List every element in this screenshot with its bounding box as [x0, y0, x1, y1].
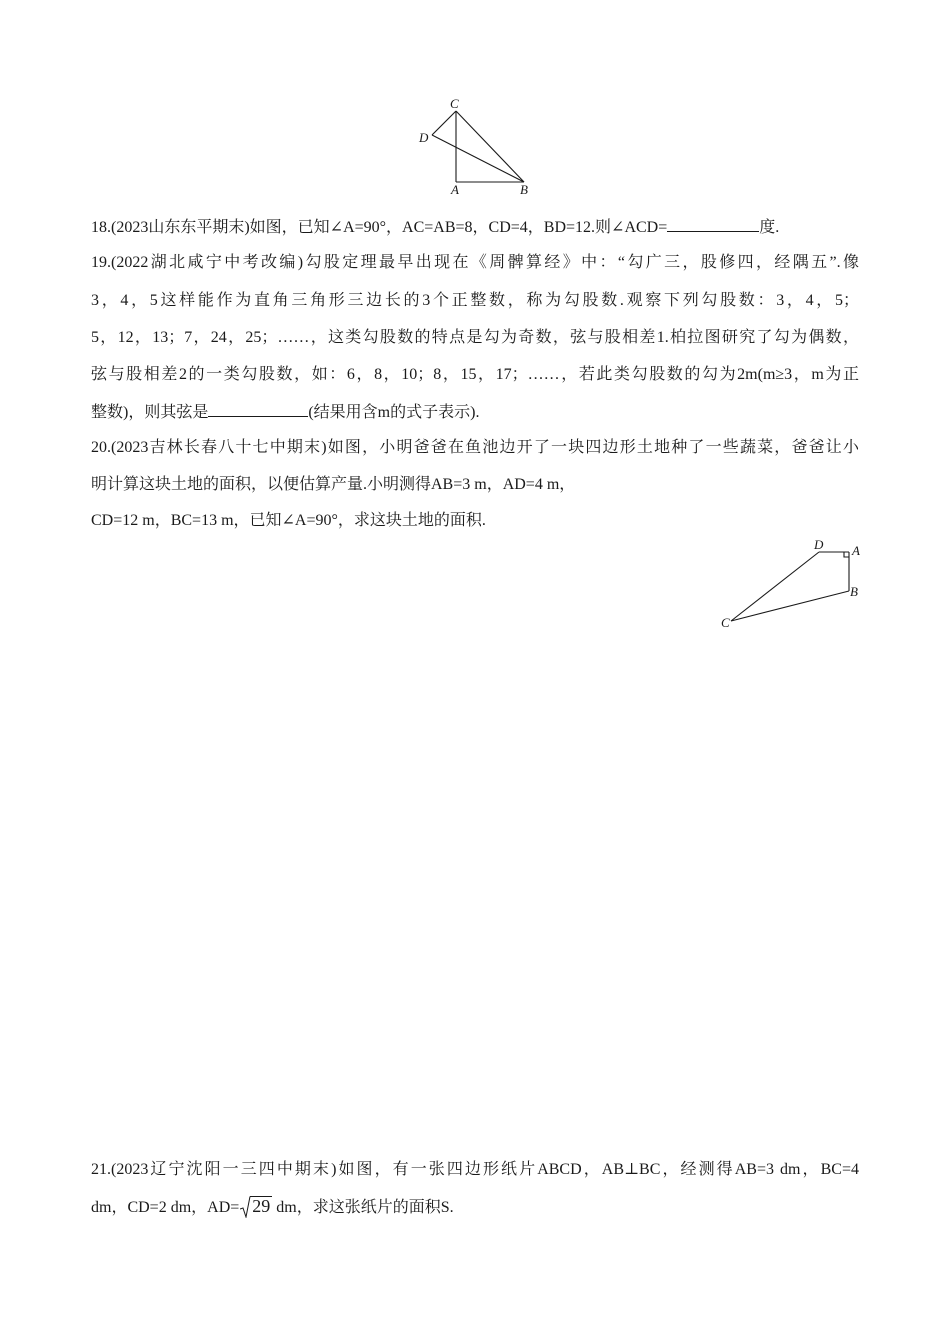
q19-line-2: 3，4，5这样能作为直角三角形三边长的3个正整数，称为勾股数.观察下列勾股数：3，4，5；	[91, 292, 859, 309]
q20-line-2: 明计算这块土地的面积，以便估算产量.小明测得AB=3 m，AD=4 m，	[91, 476, 576, 493]
q18-text	[91, 217, 779, 238]
q18-answer-blank[interactable]	[667, 217, 759, 232]
q19-line-1: 19.(2022湖北咸宁中考改编)勾股定理最早出现在《周髀算经》中：“勾广三，股修四，经隅五”.像	[91, 254, 859, 271]
q21-line-2	[91, 1196, 454, 1218]
label-d: D	[814, 537, 824, 552]
q21-text-before: dm，CD=2 dm，AD=	[91, 1199, 240, 1216]
q18-text-before: 18.(2023山东东平期末)如图，已知∠A=90°，AC=AB=8，CD=4，BD=12.则∠ACD=	[91, 219, 668, 236]
sqrt-29	[240, 1196, 272, 1218]
segment-cb	[456, 111, 524, 182]
label-c: C	[721, 615, 730, 630]
right-angle-mark	[844, 552, 849, 557]
q20-line-1: 20.(2023吉林长春八十七中期末)如图，小明爸爸在鱼池边开了一块四边形土地种了一些蔬菜，爸爸让小	[91, 439, 859, 456]
q19-line-4: 弦与股相差2的一类勾股数，如：6，8，10；8，15，17；……，若此类勾股数的勾为2m(m≥3，m为正	[91, 366, 859, 383]
label-b: B	[850, 584, 858, 599]
label-c: C	[450, 96, 459, 111]
q21-line-1: 21.(2023辽宁沈阳一三四中期末)如图，有一张四边形纸片ABCD，AB⊥BC，经测得AB=3 dm，BC=4	[91, 1161, 859, 1178]
radicand: 29	[252, 1196, 271, 1216]
label-a: A	[451, 182, 459, 197]
q21-text-after: dm，求这张纸片的面积S.	[272, 1199, 454, 1216]
q19-line-5	[91, 402, 479, 423]
segment-cd	[731, 552, 819, 621]
label-a: A	[852, 543, 860, 558]
q18-text-after: 度.	[759, 219, 780, 236]
q19-line-3: 5，12，13；7，24，25；……，这类勾股数的特点是勾为奇数，弦与股相差1.柏拉图研究了勾为偶数，	[91, 329, 859, 346]
q19-text-before: 整数)，则其弦是	[91, 404, 209, 421]
q20-quadrilateral-figure	[716, 536, 866, 632]
q18-triangle-figure	[414, 94, 538, 198]
segment-db	[432, 135, 524, 182]
segment-cd	[432, 111, 456, 135]
label-d: D	[419, 130, 429, 145]
q20-line-3: CD=12 m，BC=13 m，已知∠A=90°，求这块土地的面积.	[91, 512, 486, 529]
q19-answer-blank[interactable]	[208, 402, 308, 417]
q19-text-after: (结果用含m的式子表示).	[308, 404, 480, 421]
label-b: B	[520, 182, 528, 197]
segment-bc	[731, 591, 849, 621]
